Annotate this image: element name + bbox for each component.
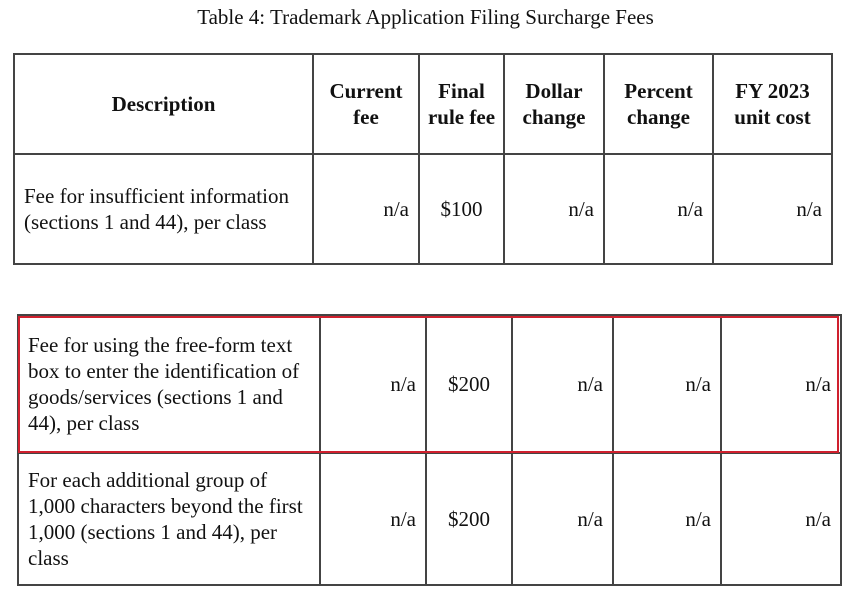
surcharge-fees-table-continued <box>17 314 842 586</box>
row-description: Fee for insufficient information (sections 1 and 44), per class <box>14 154 313 264</box>
surcharge-fees-table-header-part <box>13 53 833 265</box>
row-description: For each additional group of 1,000 characters beyond the first 1,000 (sections 1 and 44), per class <box>18 453 320 585</box>
row-current-fee: n/a <box>320 453 426 585</box>
row-final-rule-fee: $100 <box>419 154 504 264</box>
table-row <box>18 453 841 585</box>
column-header-final-rule-fee: Final rule fee <box>419 54 504 154</box>
row-unit-cost: n/a <box>713 154 832 264</box>
table-title: Table 4: Trademark Application Filing Surcharge Fees <box>197 5 654 29</box>
row-unit-cost: n/a <box>721 453 841 585</box>
table-row <box>14 154 832 264</box>
column-header-percent-change: Percent change <box>604 54 713 154</box>
row-current-fee: n/a <box>313 154 419 264</box>
row-description: Fee for using the free-form text box to enter the identification of goods/services (sections 1 and 44), per class <box>18 315 320 453</box>
row-percent-change: n/a <box>613 315 721 453</box>
column-header-description: Description <box>14 54 313 154</box>
table-header-row <box>14 54 832 154</box>
row-percent-change: n/a <box>604 154 713 264</box>
row-dollar-change: n/a <box>504 154 604 264</box>
row-current-fee: n/a <box>320 315 426 453</box>
table-row <box>18 315 841 453</box>
row-final-rule-fee: $200 <box>426 315 512 453</box>
column-header-dollar-change: Dollar change <box>504 54 604 154</box>
row-final-rule-fee: $200 <box>426 453 512 585</box>
row-unit-cost: n/a <box>721 315 841 453</box>
column-header-current-fee: Current fee <box>313 54 419 154</box>
column-header-unit-cost: FY 2023 unit cost <box>713 54 832 154</box>
row-percent-change: n/a <box>613 453 721 585</box>
row-dollar-change: n/a <box>512 315 613 453</box>
row-dollar-change: n/a <box>512 453 613 585</box>
